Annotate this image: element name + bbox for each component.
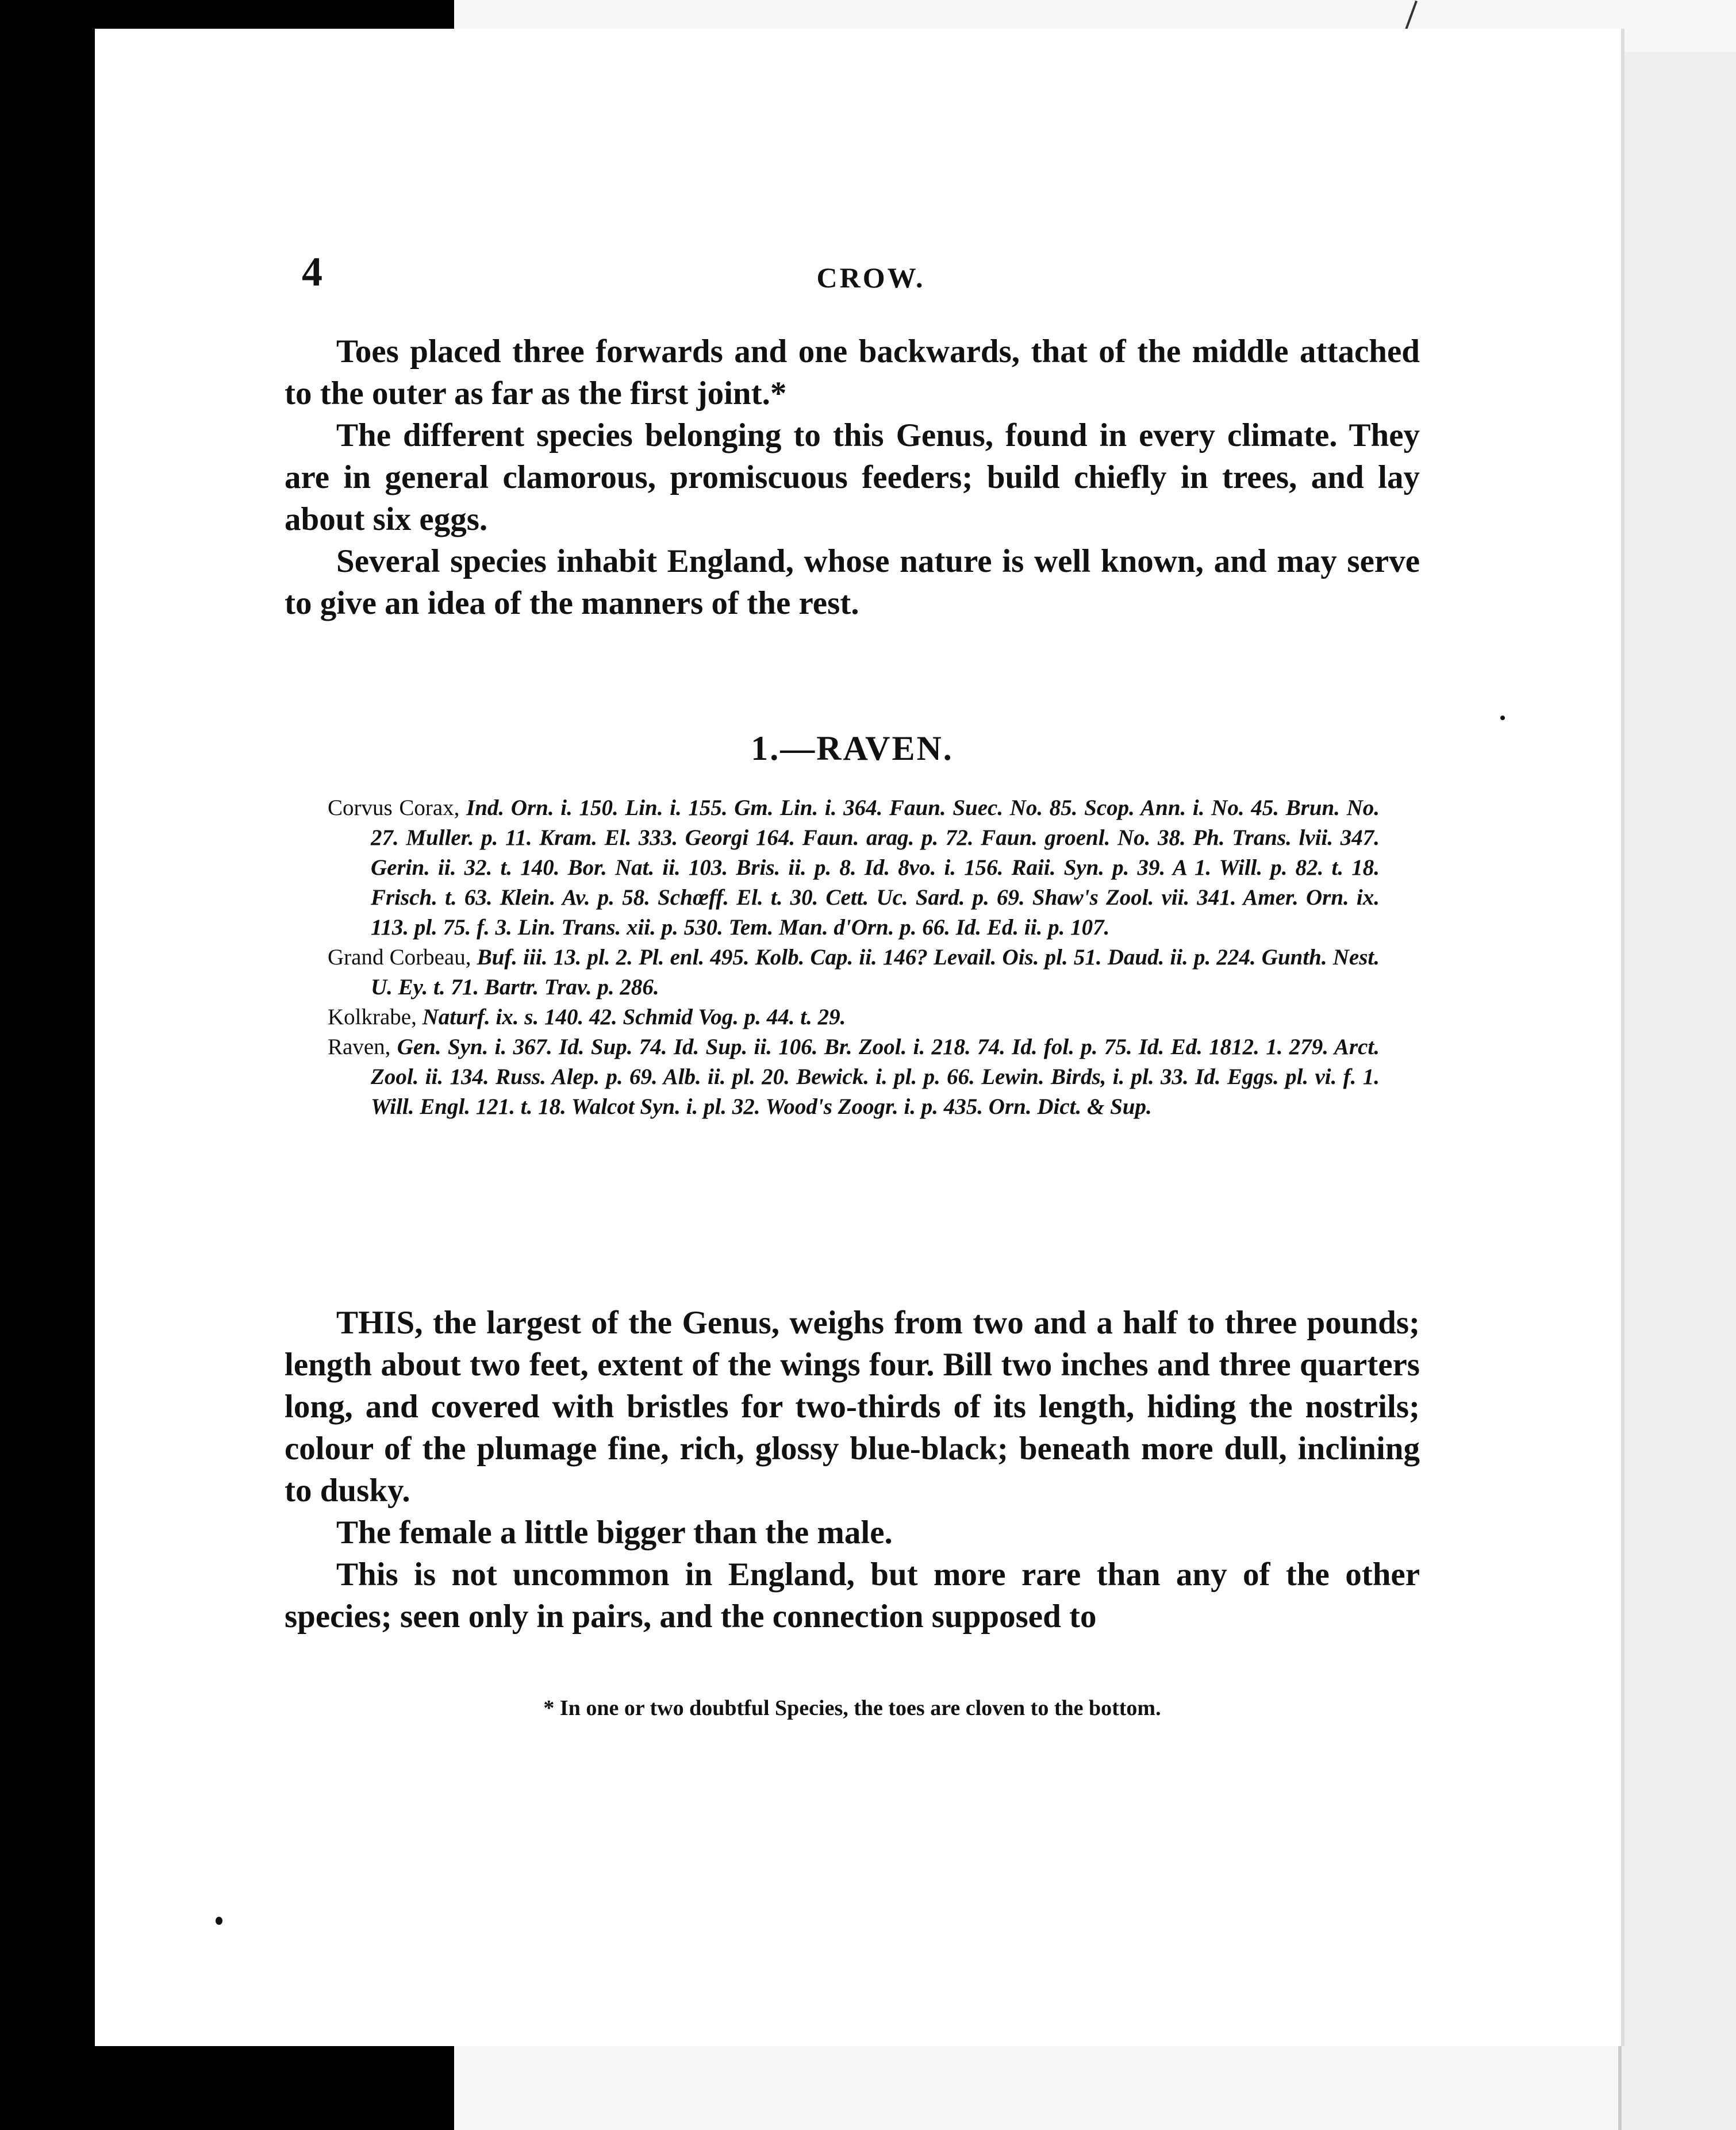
synonym-name: Corvus Corax, [328,795,460,820]
synonym-name: Kolkrabe, [328,1005,417,1029]
intro-text [285,330,1420,624]
page-number: 4 [302,249,322,295]
intro-paragraph: The different species belonging to this Genus, found in every climate. They are in general clamorous, promiscuous feeders; build chiefly in trees, and lay about six eggs. [285,417,1420,537]
body-paragraph: THIS, the largest of the Genus, weighs from two and a half to three pounds; length about two feet, extent of the wings four. Bill two inches and three quarters long, and covered with bristles for two-thirds of its length, hiding the nostrils; colour of the plumage fine, rich, glossy blue-black; beneath more dull, inclining to dusky. [285,1305,1420,1509]
ink-speck [1500,716,1505,720]
intro-paragraph: Several species inhabit England, whose nature is well known, and may serve to give an idea of the manners of the rest. [285,543,1420,621]
synonym-references: Gen. Syn. i. 367. Id. Sup. 74. Id. Sup. ii. 106. Br. Zool. i. 218. 74. Id. fol. p. 75. Id. Ed. 1812. 1. 279. Arct. Zool. ii. 134. Russ. Alep. p. 69. Alb. ii. pl. 20. Bewick. i. pl. p. 66. Lewin. Birds, i. pl. 33. Id. Eggs. pl. vi. f. 1. Will. Engl. 121. t. 18. Walcot Syn. i. pl. 32. Wood's Zoogr. i. p. 435. Orn. Dict. & Sup. [371,1035,1380,1119]
page-header [302,248,1440,323]
synonym-references: Naturf. ix. s. 140. 42. Schmid Vog. p. 44. t. 29. [422,1005,846,1029]
back-page-edge [1618,52,1736,2130]
intro-paragraph: Toes placed three forwards and one backwards, that of the middle attached to the outer as far as the first joint.* [285,333,1420,412]
main-text [285,1302,1420,1637]
synonymy-entry [328,793,1380,943]
body-paragraph: This is not uncommon in England, but more rare than any of the other species; seen only in pairs, and the connection supposed to [285,1556,1420,1635]
synonymy-block [328,793,1380,1122]
synonymy-entry [328,1002,1380,1032]
synonymy-entry [328,1032,1380,1122]
synonym-name: Raven, [328,1035,391,1059]
body-paragraph: The female a little bigger than the male. [336,1514,893,1551]
footnote: * In one or two doubtful Species, the toes are cloven to the bottom. [543,1696,1161,1720]
synonym-references: Buf. iii. 13. pl. 2. Pl. enl. 495. Kolb. Cap. ii. 146? Levail. Ois. pl. 51. Daud. ii. p. 224. Gunth. Nest. U. Ey. t. 71. Bartr. Trav. p. 286. [371,945,1380,999]
synonymy-entry [328,943,1380,1002]
synonym-name: Grand Corbeau, [328,945,471,970]
running-head: CROW. [816,262,925,294]
ink-speck [216,1917,222,1925]
synonym-references: Ind. Orn. i. 150. Lin. i. 155. Gm. Lin. i. 364. Faun. Suec. No. 85. Scop. Ann. i. No. 45. Brun. No. 27. Muller. p. 11. Kram. El. 333. Georgi 164. Faun. arag. p. 72. Faun. groenl. No. 38. Ph. Trans. lvii. 347. Gerin. ii. 32. t. 140. Bor. Nat. ii. 103. Bris. ii. p. 8. Id. 8vo. i. 156. Raii. Syn. p. 39. A 1. Will. p. 82. t. 18. Frisch. t. 63. Klein. Av. p. 58. Schœff. El. t. 30. Cett. Uc. Sard. p. 69. Shaw's Zool. vii. 341. Amer. Orn. ix. 113. pl. 75. f. 3. Lin. Trans. xii. p. 530. Tem. Man. d'Orn. p. 66. Id. Ed. ii. p. 107. [371,795,1380,940]
section-title: 1.—RAVEN. [751,729,954,767]
